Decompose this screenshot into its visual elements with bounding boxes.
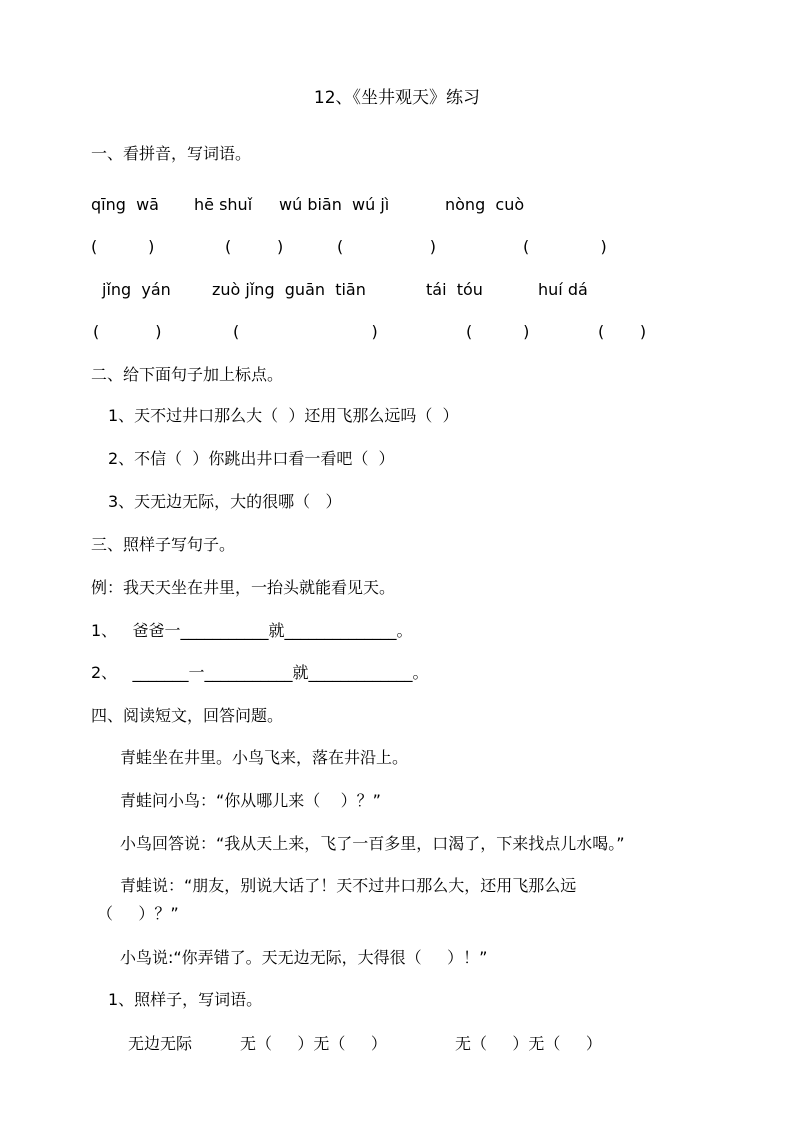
pinyin-item: zuò jǐng guān tiān [212, 280, 366, 299]
word-blank-pair[interactable]: 无（ ）无（ ） [455, 1034, 602, 1053]
example-sentence: 例：我天天坐在井里，一抬头就能看见天。 [91, 578, 396, 597]
pinyin-item: wú biān wú jì [279, 195, 390, 214]
pinyin-item: nòng cuò [445, 195, 525, 214]
section-heading-1: 一、看拼音，写词语。 [91, 144, 252, 163]
answer-bracket[interactable]: ( ) [225, 237, 284, 256]
punctuation-question: 3、天无边无际，大的很哪（ ） [108, 492, 342, 511]
punctuation-question: 2、不信（ ）你跳出井口看一看吧（ ） [108, 449, 395, 468]
pinyin-item: tái tóu [426, 280, 483, 299]
reading-paragraph: 青蛙坐在井里。小鸟飞来，落在井沿上。 [120, 748, 409, 767]
reading-paragraph: 小鸟说:“你弄错了。天无边无际，大得很（ ）！” [120, 948, 488, 967]
answer-bracket[interactable]: ( ) [337, 237, 436, 256]
section-heading-2: 二、给下面句子加上标点。 [91, 365, 284, 384]
question-heading: 1、照样子，写词语。 [108, 990, 263, 1009]
word-blank-pair[interactable]: 无（ ）无（ ） [240, 1034, 387, 1053]
answer-bracket[interactable]: ( ) [523, 237, 607, 256]
page-title: 12、《坐井观天》练习 [313, 88, 481, 108]
answer-bracket[interactable]: ( ) [93, 322, 162, 341]
sentence-exercise: 2、 _______一___________就_____________。 [91, 663, 429, 682]
answer-bracket[interactable]: ( ) [233, 322, 378, 341]
example-word: 无边无际 [128, 1034, 193, 1053]
reading-paragraph: （ ）？” [97, 904, 179, 923]
pinyin-item: huí dá [538, 280, 588, 299]
reading-paragraph: 青蛙说：“朋友，别说大话了！天不过井口那么大，还用飞那么远 [120, 876, 577, 895]
sentence-exercise: 1、 爸爸一___________就______________。 [91, 621, 413, 640]
answer-bracket[interactable]: ( ) [466, 322, 530, 341]
punctuation-question: 1、天不过井口那么大（ ）还用飞那么远吗（ ） [108, 406, 459, 425]
reading-paragraph: 青蛙问小鸟：“你从哪儿来（ ）？” [120, 791, 381, 810]
answer-bracket[interactable]: ( ) [91, 237, 155, 256]
reading-paragraph: 小鸟回答说：“我从天上来，飞了一百多里，口渴了，下来找点儿水喝。” [120, 834, 625, 853]
answer-bracket[interactable]: ( ) [598, 322, 647, 341]
pinyin-item: qīng wā [91, 195, 159, 214]
pinyin-item: jǐng yán [102, 280, 171, 299]
pinyin-item: hē shuǐ [194, 195, 253, 214]
section-heading-3: 三、照样子写句子。 [91, 535, 236, 554]
section-heading-4: 四、阅读短文，回答问题。 [91, 706, 284, 725]
